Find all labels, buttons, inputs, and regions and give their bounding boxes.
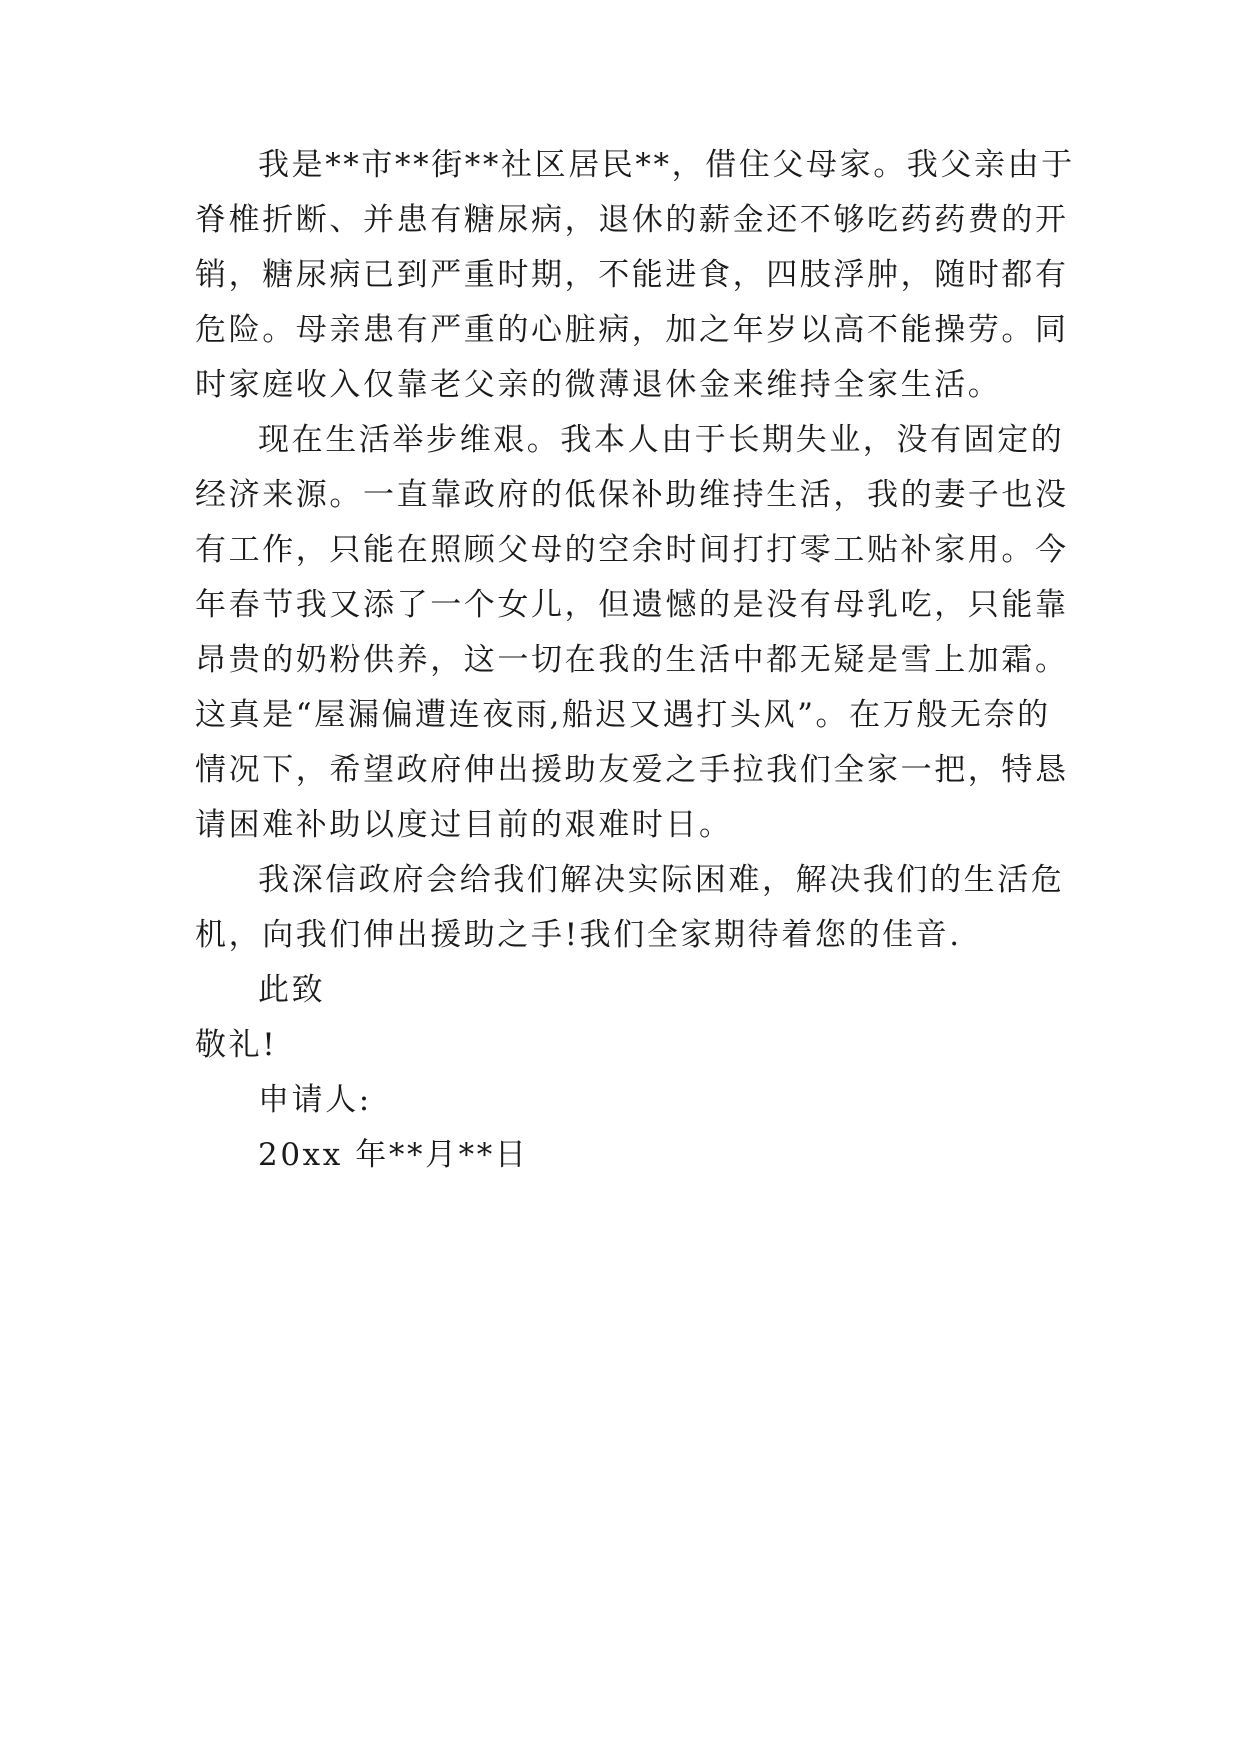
- paragraph-1-line-1: 我是**市**街**社区居民**，借住父母家。我父亲由于: [258, 147, 1075, 183]
- paragraph-1-line-4: 危险。母亲患有严重的心脏病，加之年岁以高不能操劳。同: [195, 312, 1069, 348]
- paragraph-2-line-7: 情况下，希望政府伸出援助友爱之手拉我们全家一把，特恳: [195, 752, 1069, 788]
- paragraph-2-line-8: 请困难补助以度过目前的艰难时日。: [195, 807, 733, 843]
- applicant-label: 申请人:: [258, 1082, 372, 1118]
- paragraph-2-line-2: 经济来源。一直靠政府的低保补助维持生活，我的妻子也没: [195, 477, 1069, 513]
- closing-text: 此致: [258, 972, 326, 1008]
- paragraph-3-line-1: 我深信政府会给我们解决实际困难，解决我们的生活危: [258, 862, 1065, 898]
- date-text: 20xx 年**月**日: [258, 1137, 529, 1173]
- paragraph-2-line-4: 年春节我又添了一个女儿，但遗憾的是没有母乳吃，只能靠: [195, 587, 1069, 623]
- paragraph-1-line-5: 时家庭收入仅靠老父亲的微薄退休金来维持全家生活。: [195, 367, 1002, 403]
- salutation-text: 敬礼!: [195, 1027, 278, 1063]
- paragraph-2-line-1: 现在生活举步维艰。我本人由于长期失业，没有固定的: [258, 422, 1065, 458]
- paragraph-1-line-2: 脊椎折断、并患有糖尿病，退休的薪金还不够吃药药费的开: [195, 202, 1069, 238]
- paragraph-2-line-3: 有工作，只能在照顾父母的空余时间打打零工贴补家用。今: [195, 532, 1069, 568]
- paragraph-2-line-6: 这真是“屋漏偏遭连夜雨,船迟又遇打头风”。在万般无奈的: [195, 697, 1051, 733]
- paragraph-3-line-2: 机，向我们伸出援助之手!我们全家期待着您的佳音.: [195, 917, 962, 953]
- paragraph-2-line-5: 昂贵的奶粉供养，这一切在我的生活中都无疑是雪上加霜。: [195, 642, 1069, 678]
- paragraph-1-line-3: 销，糖尿病已到严重时期，不能进食，四肢浮肿，随时都有: [195, 257, 1069, 293]
